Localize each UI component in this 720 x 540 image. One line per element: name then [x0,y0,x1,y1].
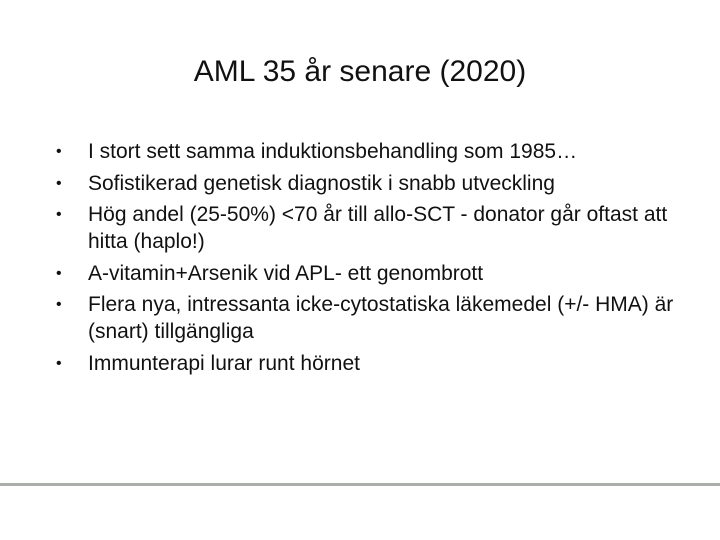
bullet-dot-icon: • [56,206,62,223]
bullet-text: Sofistikerad genetisk diagnostik i snabb utveckling [88,171,555,195]
bullet-item [56,350,676,377]
bullet-dot-icon: • [56,174,62,192]
bullet-list [56,138,676,381]
bullet-item [56,291,676,345]
bullet-text: A-vitamin+Arsenik vid APL- ett genombrott [88,261,484,285]
bullet-dot-icon: • [56,296,62,313]
bullet-item [56,170,676,197]
bullet-item [56,138,676,165]
bullet-text: Flera nya, intressanta icke-cytostatiska läkemedel (+/- HMA) är (snart) tillgängliga [88,293,674,343]
bullet-dot-icon: • [56,354,62,372]
bullet-text: I stort sett samma induktionsbehandling som 1985… [88,140,578,163]
bullet-item [56,201,676,255]
bullet-item [56,260,676,287]
bullet-text: Hög andel (25-50%) <70 år till allo-SCT - donator går oftast att hitta (haplo!) [88,203,668,253]
bullet-text: Immunterapi lurar runt hörnet [88,351,360,375]
bottom-divider [0,483,720,486]
bullet-dot-icon: • [56,143,62,160]
bullet-dot-icon: • [56,264,62,282]
slide-title: AML 35 år senare (2020) [193,55,527,88]
